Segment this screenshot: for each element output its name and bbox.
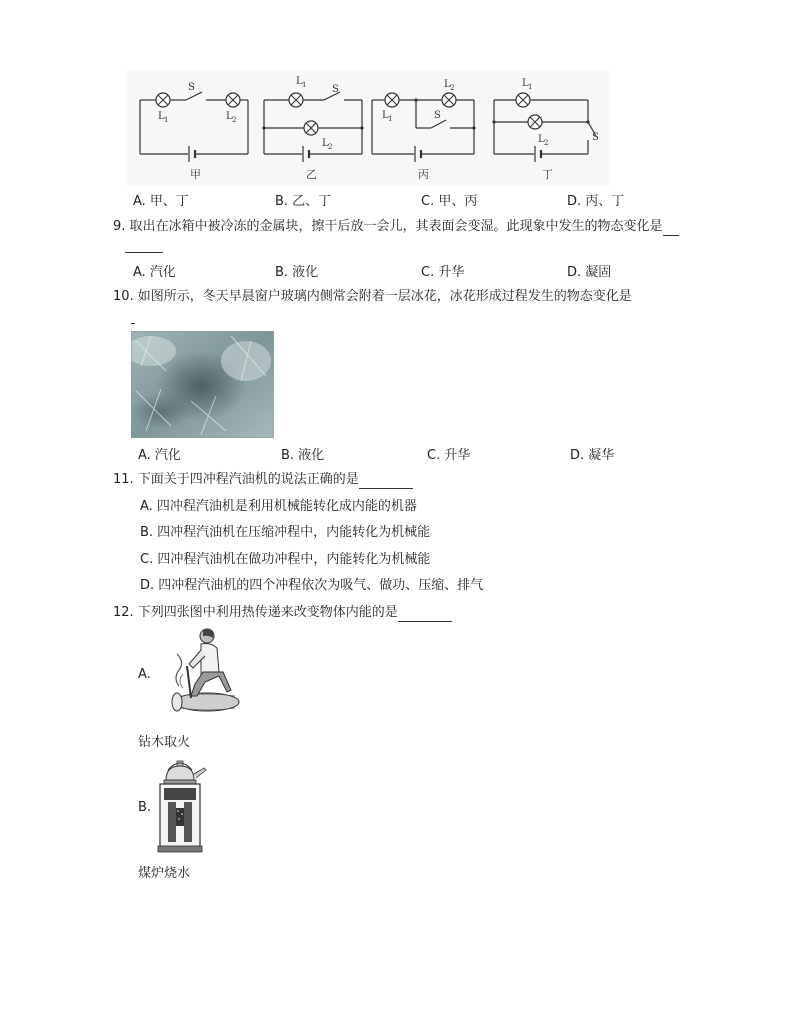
svg-text:1: 1 bbox=[388, 115, 393, 123]
answer-blank[interactable] bbox=[131, 323, 135, 324]
q12-item-a-letter[interactable]: A. bbox=[138, 667, 151, 682]
answer-blank[interactable] bbox=[359, 474, 413, 489]
q9-option-a[interactable]: A. 汽化 bbox=[133, 265, 176, 280]
q12-text: 12. 下列四张图中利用热传递来改变物体内能的是 bbox=[113, 605, 398, 620]
q12-item-a-caption: 钻木取火 bbox=[138, 735, 191, 750]
q10-option-a[interactable]: A. 汽化 bbox=[138, 448, 181, 463]
q11-stem bbox=[113, 471, 413, 489]
q9-option-b[interactable]: B. 液化 bbox=[275, 265, 319, 280]
svg-text:L: L bbox=[538, 134, 545, 145]
q9-text: 9. 取出在冰箱中被冷冻的金属块，擦干后放一会儿，其表面会变湿。此现象中发生的物态变化是 bbox=[113, 219, 663, 234]
circuit-diagrams bbox=[126, 70, 610, 186]
q11-option-a[interactable]: A. 四冲程汽油机是利用机械能转化成内能的机器 bbox=[140, 499, 417, 514]
coal-stove-kettle-illustration bbox=[154, 758, 212, 854]
q10-option-d[interactable]: D. 凝华 bbox=[570, 448, 615, 463]
frost-window-photo bbox=[131, 331, 274, 438]
circuit-figure bbox=[126, 70, 610, 186]
svg-text:1: 1 bbox=[164, 116, 169, 124]
q11-text: 11. 下面关于四冲程汽油机的说法正确的是 bbox=[113, 472, 359, 487]
answer-blank[interactable] bbox=[398, 607, 452, 622]
q10-text: 10. 如图所示，冬天早晨窗户玻璃内侧常会附着一层冰花，冰花形成过程发生的物态变化是 bbox=[113, 289, 632, 304]
q12-stem bbox=[113, 604, 452, 622]
q10-option-b[interactable]: B. 液化 bbox=[281, 448, 325, 463]
circuit-label-ding: 丁 bbox=[542, 168, 553, 181]
q9-option-c[interactable]: C. 升华 bbox=[421, 265, 465, 280]
svg-text:1: 1 bbox=[302, 81, 307, 89]
q10-option-c[interactable]: C. 升华 bbox=[427, 448, 471, 463]
svg-text:1: 1 bbox=[528, 83, 533, 91]
answer-blank-continued[interactable] bbox=[125, 252, 163, 253]
svg-text:L: L bbox=[444, 79, 451, 90]
q11-option-b[interactable]: B. 四冲程汽油机在压缩冲程中，内能转化为机械能 bbox=[140, 525, 431, 540]
q8-option-c[interactable]: C. 甲、丙 bbox=[421, 194, 478, 209]
q8-option-a[interactable]: A. 甲、丁 bbox=[133, 194, 189, 209]
q8-option-b[interactable]: B. 乙、丁 bbox=[275, 194, 332, 209]
svg-text:L: L bbox=[296, 76, 303, 87]
drill-fire-illustration bbox=[165, 626, 241, 716]
svg-text:2: 2 bbox=[544, 139, 549, 147]
switch-label: S bbox=[188, 82, 195, 93]
lamp-label: L bbox=[226, 111, 233, 122]
q11-option-c[interactable]: C. 四冲程汽油机在做功冲程中，内能转化为机械能 bbox=[140, 552, 431, 567]
q8-option-d[interactable]: D. 丙、丁 bbox=[567, 194, 625, 209]
svg-text:L: L bbox=[382, 110, 389, 121]
svg-text:L: L bbox=[522, 78, 529, 89]
svg-text:S: S bbox=[434, 110, 441, 121]
q11-option-d[interactable]: D. 四冲程汽油机的四个冲程依次为吸气、做功、压缩、排气 bbox=[140, 578, 484, 593]
svg-text:L: L bbox=[322, 138, 329, 149]
svg-text:2: 2 bbox=[232, 116, 237, 124]
q12-item-b-letter[interactable]: B. bbox=[138, 800, 152, 815]
svg-text:2: 2 bbox=[328, 143, 333, 151]
circuit-label-yi: 乙 bbox=[306, 168, 317, 181]
svg-text:2: 2 bbox=[450, 84, 455, 92]
circuit-label-bing: 丙 bbox=[418, 168, 429, 181]
q9-stem bbox=[113, 218, 679, 236]
q12-item-b-caption: 煤炉烧水 bbox=[138, 866, 191, 881]
lamp-label: L bbox=[158, 111, 165, 122]
circuit-label-jia: 甲 bbox=[190, 168, 201, 181]
q9-option-d[interactable]: D. 凝固 bbox=[567, 265, 612, 280]
answer-blank[interactable] bbox=[663, 221, 679, 236]
svg-text:S: S bbox=[592, 132, 599, 143]
svg-text:S: S bbox=[332, 84, 339, 95]
